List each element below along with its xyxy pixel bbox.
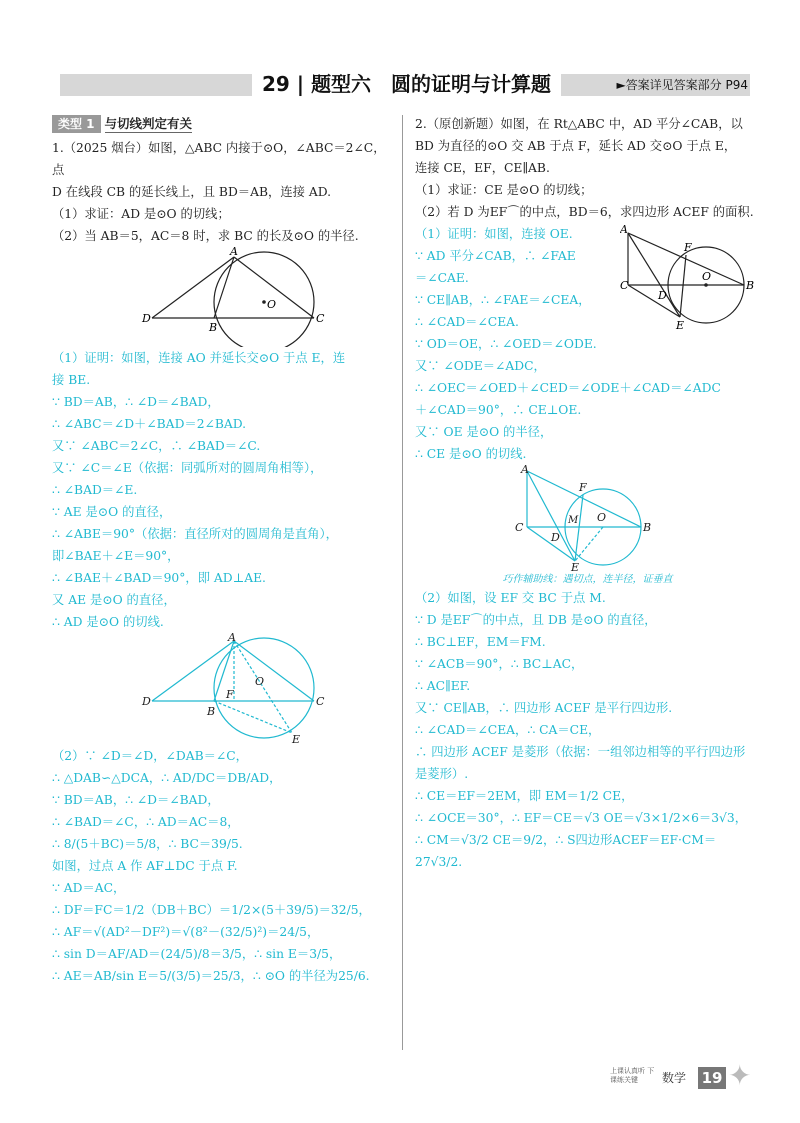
solution-line: 即∠BAE＋∠E＝90°，: [52, 549, 180, 563]
fig1-label: O: [267, 298, 277, 311]
fig4-label: B: [643, 521, 652, 534]
solution-line: ∵ AD＝AC，: [52, 881, 126, 895]
fig3-label: A: [620, 225, 628, 236]
solution-line: 如图，过点 A 作 AF⊥DC 于点 F.: [52, 859, 238, 873]
solution-line: ∵ CE∥AB，∴ ∠FAE＝∠CEA，: [415, 293, 591, 307]
answer-reference: ►答案详见答案部分 P94: [610, 74, 748, 96]
q2-line: 2.（原创新题）如图，在 Rt△ABC 中，AD 平分∠CAB，以: [415, 117, 743, 131]
solution-line: ∵ ∠ACB＝90°，∴ BC⊥AC，: [415, 657, 584, 671]
page-title: 29 | 题型六 圆的证明与计算题: [252, 66, 561, 102]
fig4-label: C: [515, 521, 524, 534]
star-icon: ✦: [728, 1059, 752, 1092]
q1-line: （2）当 AB＝5，AC＝8 时，求 BC 的长及⊙O 的半径.: [52, 229, 359, 243]
solution-line: 是菱形）.: [415, 767, 469, 781]
q1-line: D 在线段 CB 的延长线上，且 BD＝AB，连接 AD.: [52, 185, 332, 199]
figure-2: [52, 633, 392, 745]
footer-subject: 数学: [662, 1071, 687, 1085]
fig3-label: D: [658, 289, 667, 302]
solution-1-part-2: [52, 745, 397, 987]
solution-line: 又∵ CE∥AB，∴ 四边形 ACEF 是平行四边形.: [415, 701, 673, 715]
solution-line: ∴ △DAB∽△DCA，∴ AD/DC＝DB/AD，: [52, 771, 282, 785]
fig2-label: A: [228, 633, 236, 644]
solution-line: （1）证明：如图，连接 AO 并延长交⊙O 于点 E，连: [52, 351, 346, 365]
solution-line: ∴ sin D＝AF/AD＝(24/5)/8＝3/5，∴ sin E＝3/5，: [52, 947, 342, 961]
page-footer: [610, 1059, 760, 1093]
q2-line: （1）求证：CE 是⊙O 的切线；: [415, 183, 593, 197]
solution-line: ∴ ∠ABC＝∠D＋∠BAD＝2∠BAD.: [52, 417, 247, 431]
fig2-label: B: [207, 705, 216, 718]
solution-line: ∴ ∠CAD＝∠CEA.: [415, 315, 519, 329]
q2-line: BD 为直径的⊙O 交 AB 于点 F，延长 AD 交⊙O 于点 E，: [415, 139, 737, 153]
q1-line: 1.（2025 烟台）如图，△ABC 内接于⊙O，∠ABC＝2∠C，点: [52, 141, 386, 177]
solution-line: 又 AE 是⊙O 的直径，: [52, 593, 176, 607]
fig3-label: F: [684, 241, 692, 254]
solution-line: ∴ CE＝EF＝2EM，即 EM＝1/2 CE，: [415, 789, 634, 803]
figure-4: [415, 465, 755, 573]
fig2-label: D: [142, 695, 151, 708]
left-column: [52, 113, 397, 987]
solution-line: ∴ AE＝AB/sin E＝5/(3/5)＝25/3，∴ ⊙O 的半径为25/6.: [52, 969, 370, 983]
solution-line: （2）如图，设 EF 交 BC 于点 M.: [415, 591, 606, 605]
solution-line: ∴ ∠ABE＝90°（依据：直径所对的圆周角是直角），: [52, 527, 338, 541]
solution-line: ∵ BD＝AB，∴ ∠D＝∠BAD，: [52, 793, 220, 807]
solution-line: ＋∠CAD＝90°，∴ CE⊥OE.: [415, 403, 582, 417]
solution-line: 又∵ ∠ABC＝2∠C，∴ ∠BAD＝∠C.: [52, 439, 261, 453]
question-1: [52, 137, 397, 247]
solution-line: ∴ ∠CAD＝∠CEA，∴ CA＝CE，: [415, 723, 601, 737]
fig4-label: O: [597, 511, 607, 524]
footer-slogan: 上课认真听 下课练关键: [610, 1067, 655, 1084]
solution-line: ∵ D 是EF⌒的中点，且 DB 是⊙O 的直径，: [415, 613, 657, 627]
figure-1: [52, 247, 392, 347]
fig1-label: C: [316, 312, 325, 325]
fig1-label: A: [230, 247, 238, 258]
fig4-label: E: [571, 561, 580, 573]
fig3-label: C: [620, 279, 629, 292]
solution-1-part-1: [52, 347, 397, 633]
solution-line: ∴ ∠BAD＝∠E.: [52, 483, 138, 497]
figure-4-note: 巧作辅助线：遇切点，连半径，证垂直: [502, 574, 673, 585]
fig2-label: C: [316, 695, 325, 708]
solution-line: ∴ 8/(5＋BC)＝5/8，∴ BC＝39/5.: [52, 837, 243, 851]
type-title: 与切线判定有关: [104, 116, 193, 131]
fig2-label: F: [226, 688, 234, 701]
solution-line: （2）∵ ∠D＝∠D，∠DAB＝∠C，: [52, 749, 248, 763]
solution-line: ∵ OD＝OE，∴ ∠OED＝∠ODE.: [415, 337, 597, 351]
solution-line: ∴ AC∥EF.: [415, 679, 471, 693]
solution-line: ∴ ∠OCE＝30°，∴ EF＝CE＝√3 OE＝√3×1/2×6＝3√3，: [415, 811, 747, 825]
fig4-label: F: [579, 481, 587, 494]
figure-3: [620, 225, 760, 337]
fig1-label: D: [142, 312, 151, 325]
fig2-label: O: [255, 675, 265, 688]
q2-solution-1-block: [415, 223, 760, 465]
page-number: 19: [698, 1067, 726, 1089]
solution-line: ∴ ∠BAD＝∠C，∴ AD＝AC＝8，: [52, 815, 240, 829]
solution-line: ∴ 四边形 ACEF 是菱形（依据：一组邻边相等的平行四边形: [415, 745, 746, 759]
solution-line: ∵ AD 平分∠CAB，∴ ∠FAE: [415, 249, 576, 263]
question-2: [415, 113, 760, 223]
right-column: [415, 113, 760, 873]
solution-line: ∴ ∠BAE＋∠BAD＝90°，即 AD⊥AE.: [52, 571, 266, 585]
solution-line: ∵ BD＝AB，∴ ∠D＝∠BAD，: [52, 395, 220, 409]
fig3-label: O: [702, 270, 712, 283]
solution-line: ∴ ∠OEC＝∠OED＋∠CED＝∠ODE＋∠CAD＝∠ADC: [415, 381, 721, 395]
fig1-label: B: [209, 321, 218, 334]
solution-line: ∴ DF＝FC＝1/2（DB＋BC）＝1/2×(5＋39/5)＝32/5，: [52, 903, 371, 917]
q1-line: （1）求证：AD 是⊙O 的切线；: [52, 207, 230, 221]
solution-line: ∴ CM＝√3/2 CE＝9/2，∴ S四边形ACEF＝EF·CM＝27√3/2.: [415, 833, 717, 869]
solution-line: 又∵ ∠C＝∠E（依据：同弧所对的圆周角相等），: [52, 461, 323, 475]
solution-line: ＝∠CAE.: [415, 271, 469, 285]
fig3-label: E: [676, 319, 685, 332]
solution-line: ∴ CE 是⊙O 的切线.: [415, 447, 527, 461]
type-heading: [52, 113, 397, 135]
solution-2-part-2: [415, 587, 760, 873]
solution-line: 又∵ ∠ODE＝∠ADC，: [415, 359, 546, 373]
fig4-label: M: [568, 515, 579, 526]
fig4-label: D: [551, 531, 560, 544]
q2-line: 连接 CE，EF，CE∥AB.: [415, 161, 550, 175]
type-tag: 类型 1: [52, 115, 101, 133]
solution-line: （1）证明：如图，连接 OE.: [415, 227, 573, 241]
q2-line: （2）若 D 为EF⌒的中点，BD＝6，求四边形 ACEF 的面积.: [415, 205, 754, 219]
solution-line: ∵ AE 是⊙O 的直径，: [52, 505, 172, 519]
column-divider: [402, 115, 403, 1050]
solution-line: ∴ AD 是⊙O 的切线.: [52, 615, 164, 629]
fig4-label: A: [521, 465, 529, 476]
solution-line: 接 BE.: [52, 373, 91, 387]
fig3-label: B: [746, 279, 755, 292]
fig2-label: E: [292, 733, 301, 745]
solution-line: 又∵ OE 是⊙O 的半径，: [415, 425, 553, 439]
solution-line: ∴ AF＝√(AD²－DF²)＝√(8²－(32/5)²)＝24/5，: [52, 925, 320, 939]
solution-line: ∴ BC⊥EF，EM＝FM.: [415, 635, 546, 649]
